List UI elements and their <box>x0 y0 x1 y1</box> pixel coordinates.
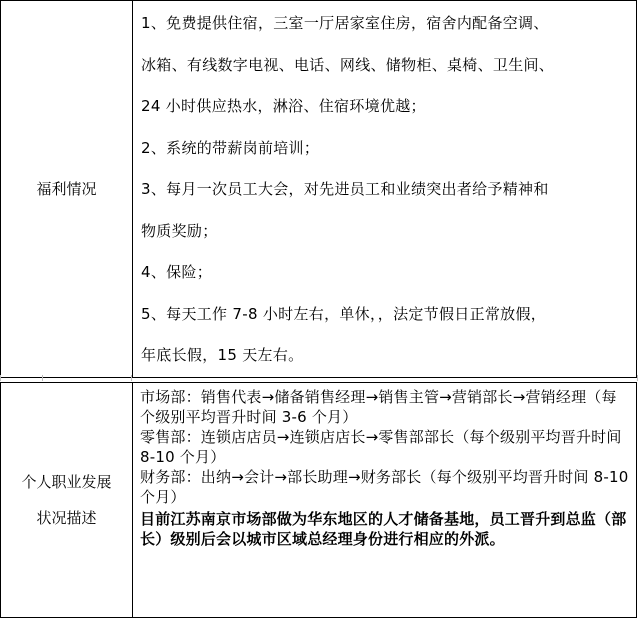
career-label-line: 个人职业发展 <box>21 473 112 491</box>
welfare-line: 冰箱、有线数字电视、电话、网线、储物柜、桌椅、卫生间、 <box>141 55 555 74</box>
career-label <box>1 383 133 618</box>
welfare-line: 1、免费提供住宿，三室一厅居家室住房，宿舍内配备空调、 <box>141 14 549 32</box>
welfare-line: 物质奖励； <box>141 221 218 240</box>
welfare-line: 3、每月一次员工大会，对先进员工和业绩突出者给予精神和 <box>141 180 549 198</box>
career-paragraph: 市场部：销售代表→储备销售经理→销售主管→营销部长→营销经理（每个级别平均晋升时间 3-6 个月） <box>140 388 617 426</box>
welfare-line: 5、每天工作 7-8 小时左右，单休，，法定节假日正常放假， <box>141 304 547 323</box>
table-divider <box>0 375 638 381</box>
welfare-line: 24 小时供应热水，淋浴、住宿环境优越； <box>141 97 426 115</box>
welfare-line: 年底长假，15 天左右。 <box>141 346 304 364</box>
career-content <box>133 383 637 618</box>
career-row <box>1 383 637 618</box>
welfare-line: 4、保险； <box>141 263 213 281</box>
welfare-label: 福利情况 <box>1 1 133 378</box>
welfare-content <box>133 1 637 378</box>
career-paragraph: 零售部：连锁店店员→连锁店店长→零售部部长（每个级别平均晋升时间 8-10 个月） <box>140 428 622 466</box>
career-table <box>0 382 637 618</box>
career-paragraph: 目前江苏南京市场部做为华东地区的人才储备基地，员工晋升到总监（部长）级别后会以城市区域总经理身份进行相应的外派。 <box>140 510 627 548</box>
career-label-line: 状况描述 <box>36 509 97 527</box>
career-paragraph: 财务部：出纳→会计→部长助理→财务部长（每个级别平均晋升时间 8-10 个月） <box>140 468 629 506</box>
welfare-line: 2、系统的带薪岗前培训； <box>141 138 320 157</box>
welfare-row <box>1 1 637 378</box>
